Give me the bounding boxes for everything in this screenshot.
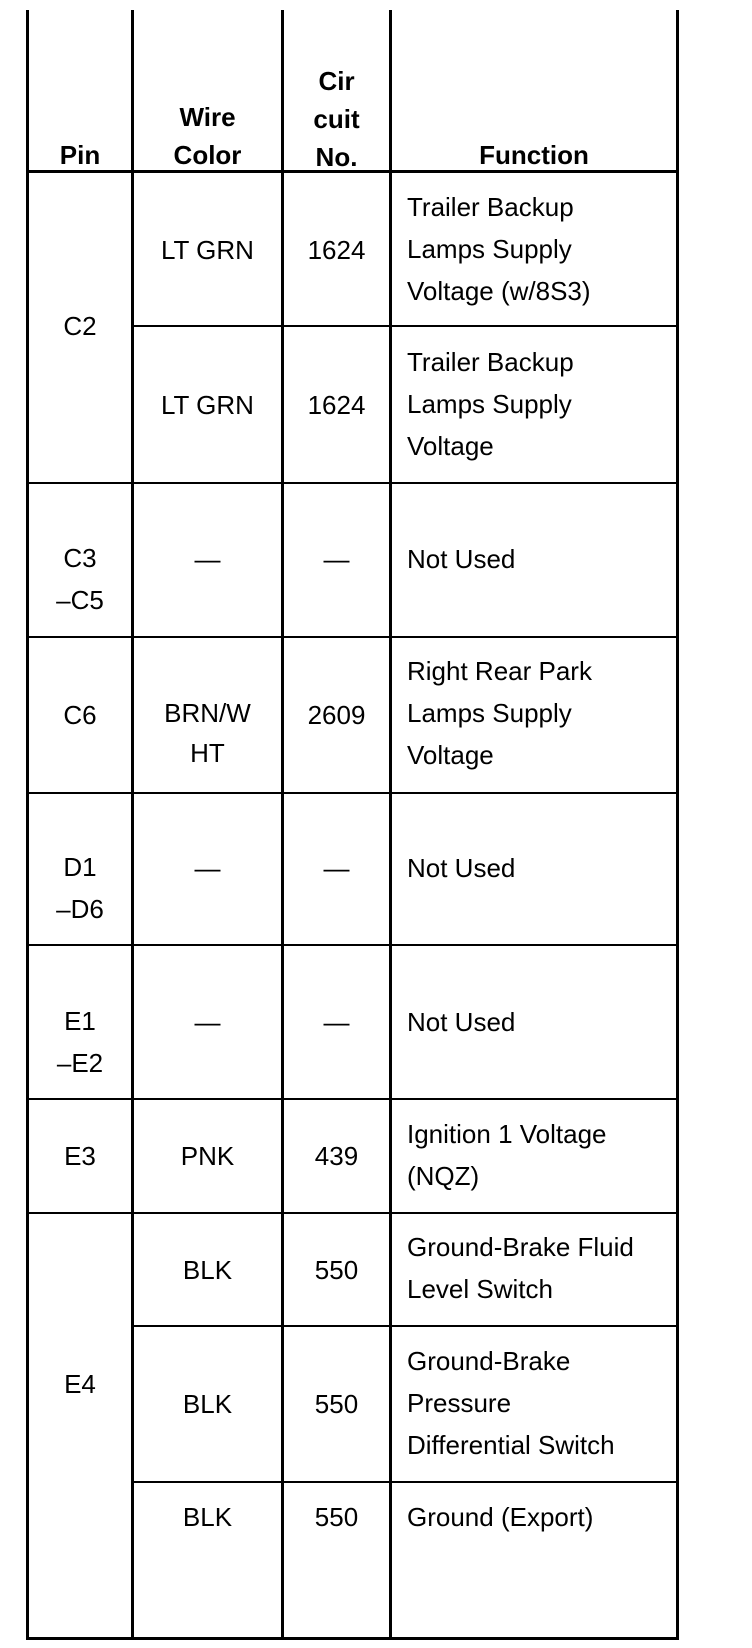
header-wire-line: Wire: [179, 102, 236, 132]
circuit-cell: —: [323, 853, 350, 883]
circuit-cell: 2609: [307, 700, 366, 730]
row-divider: [26, 792, 679, 794]
row-divider-partial: [131, 325, 679, 327]
function-cell: [407, 1226, 675, 1310]
wire-color-cell: LT GRN: [161, 390, 254, 420]
function-line: Ignition 1 Voltage: [407, 1119, 607, 1149]
pin-line: E1: [64, 1006, 96, 1036]
function-line: Voltage: [407, 740, 494, 770]
wire-color-cell: [134, 693, 281, 773]
wire-color-cell: —: [194, 544, 221, 574]
function-line: Ground-Brake Fluid: [407, 1232, 634, 1262]
function-line: Trailer Backup: [407, 347, 574, 377]
pin-cell: C6: [63, 700, 97, 730]
header-cuit-line: cuit: [313, 104, 360, 134]
circuit-cell: —: [323, 1007, 350, 1037]
circuit-cell: 550: [314, 1502, 359, 1532]
pin-cell: [29, 1000, 131, 1084]
function-cell: [407, 650, 675, 776]
pin-cell: C2: [63, 311, 97, 341]
function-cell: Not Used: [407, 544, 516, 574]
row-divider: [26, 636, 679, 638]
wire-color-cell: —: [194, 853, 221, 883]
function-line: Voltage: [407, 431, 494, 461]
function-cell: Ground (Export): [407, 1502, 594, 1532]
header-circuit-no: [284, 62, 389, 176]
pin-cell: [29, 537, 131, 621]
function-cell: [407, 341, 675, 467]
row-divider: [26, 944, 679, 946]
table-border-right: [676, 10, 679, 1640]
pin-line: D1: [63, 852, 97, 882]
function-cell: [407, 186, 675, 312]
function-cell: Not Used: [407, 853, 516, 883]
function-line: Ground-Brake: [407, 1346, 571, 1376]
function-cell: [407, 1113, 675, 1197]
row-divider: [26, 1098, 679, 1100]
function-cell: [407, 1340, 675, 1466]
wire-color-cell: BLK: [182, 1255, 233, 1285]
pin-cell: E3: [64, 1141, 96, 1171]
pin-cell: [29, 846, 131, 930]
header-cir-line: Cir: [318, 66, 355, 96]
row-divider: [26, 482, 679, 484]
wire-color-cell: BLK: [182, 1502, 233, 1532]
pin-line: –E2: [56, 1048, 104, 1078]
header-function: Function: [479, 140, 589, 170]
row-divider-partial: [131, 1325, 679, 1327]
function-line: Lamps Supply: [407, 698, 572, 728]
function-line: Pressure: [407, 1388, 512, 1418]
circuit-cell: 439: [314, 1141, 359, 1171]
pin-line: C3: [63, 543, 97, 573]
wire-color-cell: LT GRN: [161, 235, 254, 265]
circuit-cell: 550: [314, 1255, 359, 1285]
header-pin: Pin: [59, 140, 101, 170]
function-line: Lamps Supply: [407, 234, 572, 264]
function-line: Lamps Supply: [407, 389, 572, 419]
column-divider-circuit: [389, 10, 392, 1640]
header-wire-color: [134, 98, 281, 174]
function-line: (NQZ): [407, 1161, 480, 1191]
pin-line: –D6: [56, 894, 104, 924]
circuit-cell: 550: [314, 1389, 359, 1419]
table-border-bottom: [26, 1637, 679, 1640]
function-line: Level Switch: [407, 1274, 553, 1304]
pin-cell: E4: [64, 1369, 96, 1399]
circuit-cell: 1624: [307, 235, 366, 265]
function-cell: Not Used: [407, 1007, 516, 1037]
function-line: Differential Switch: [407, 1430, 615, 1460]
function-line: Voltage (w/8S3): [407, 276, 591, 306]
wire-color-cell: BLK: [182, 1389, 233, 1419]
wire-line: HT: [190, 738, 225, 768]
function-line: Trailer Backup: [407, 192, 574, 222]
row-divider-partial: [131, 1481, 679, 1483]
header-no-line: No.: [315, 142, 358, 172]
row-divider: [26, 1212, 679, 1214]
header-color-line: Color: [173, 140, 242, 170]
wire-line: BRN/W: [164, 698, 251, 728]
circuit-cell: 1624: [307, 390, 366, 420]
function-line: Right Rear Park: [407, 656, 592, 686]
circuit-cell: —: [323, 544, 350, 574]
wire-color-cell: PNK: [180, 1141, 235, 1171]
wire-color-cell: —: [194, 1007, 221, 1037]
pin-line: –C5: [56, 585, 104, 615]
